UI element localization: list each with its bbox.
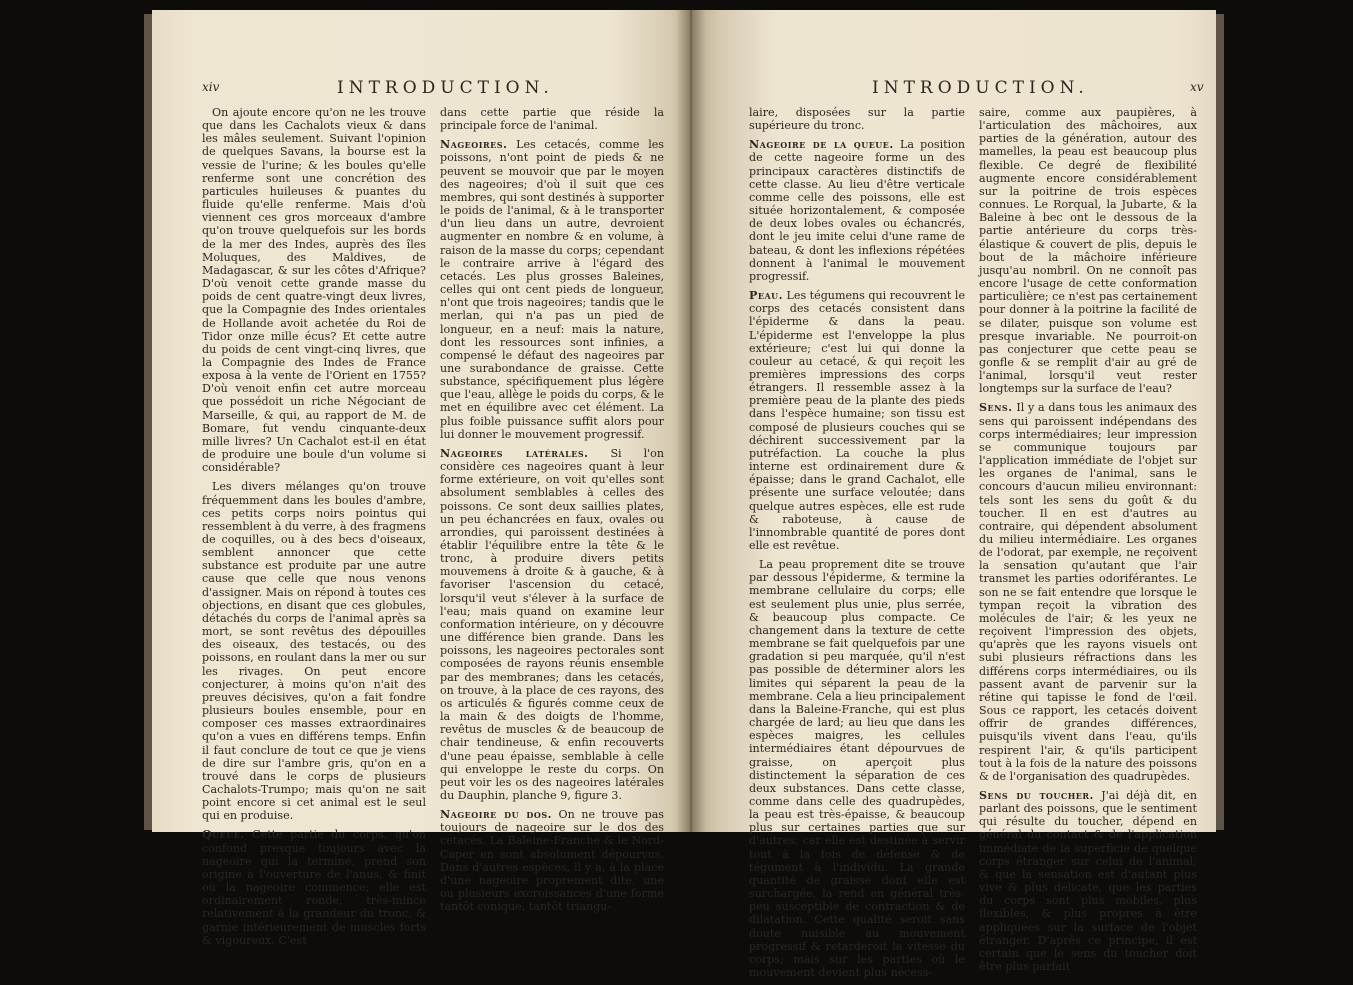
section-text: Si l'on considère ces nageoires quant à leur forme extérieure, on voit qu'elles sont absolument semblables à celles des poissons. Ce sont deux saillies plates, un peu échancrées en faux, ovales ou arrondies, qui paroissent destinées à établir l'équilibre entre la tête & le tronc, à produire divers petits mouvemens à droite & à gauche, & à favoriser l'ascension du cetacé, lorsqu'il veut s'élever à la surface de l'eau; mais quand on examine leur conformation intérieure, on y découvre une différence bien grande. Dans les poissons, les nageoires pectorales sont composées de rayons réunis ensemble par des membranes; dans les cetacés, on trouve, à la place de ces rayons, des os articulés & figurés comme ceux de la main & des doigts de l'homme, revêtus de muscles & de beaucoup de chair tendineuse, & enfin recouverts d'une peau épaisse, semblable à celle qui enveloppe le reste du corps. On peut voir les os des nageoires latérales du Dauphin, planche 9, figure 3.	[440, 446, 664, 802]
left-column-1	[202, 106, 426, 953]
left-page-edge	[144, 14, 152, 830]
section-heading: Queue.	[202, 828, 245, 842]
section-queue	[202, 828, 426, 946]
section-text: Il y a dans tous les animaux des sens qui paroissent indépendans des corps intermédiaires; leur impression se communique toujours par l'application immédiate de l'objet sur les organes de l'animal, sans le concours d'aucun milieu environnant: tels sont les sens du goût & du toucher. Il en est d'autres au contraire, qui dépendent absolument du milieu intermédiaire. Les organes de l'odorat, par exemple, ne reçoivent la sensation qu'autant que l'air transmet les parties odoriférantes. Le son ne se fait entendre que lorsque le tympan reçoit la vibration des molécules de l'air; & les yeux ne reçoivent l'impression des objets, qu'après que les rayons visuels ont subi plusieurs réfractions dans les différens corps intermédiaires, ou ils passent avant de parvenir sur la rétine qui tapisse le fond de l'œil. Sous ce rapport, les cetacés doivent offrir de grandes différences, puisqu'ils vivent dans l'eau, qu'ils respirent l'air, & qu'ils participent tout à la fois de la nature des poissons & de l'organisation des quadrupèdes.	[979, 401, 1197, 783]
section-heading: Sens.	[979, 401, 1013, 415]
section-sens	[979, 401, 1197, 783]
section-heading: Nageoire du dos.	[440, 808, 552, 822]
left-header	[152, 78, 692, 102]
section-nageoire-du-dos	[440, 808, 664, 913]
section-text: La position de cette nageoire forme un des principaux caractères distinctifs de cette classe. Au lieu d'être verticale comme celle des poissons, elle est située horizontalement, & composée de deux lobes ovales ou échancrés, dont le jeu imite celui d'une rame de bateau, & dont les inflexions répétées donnent à l'animal le mouvement progressif.	[749, 138, 965, 283]
section-text: Les tégumens qui recouvrent le corps des cetacés consistent dans l'épiderme & dans la peau. L'épiderme est l'enveloppe la plus extérieure; c'est lui qui donne la couleur au cetacé, & qui reçoit les premières impressions des corps étrangers. Il ressemble assez à la première peau de la plante des pieds dans l'espèce humaine; son tissu est composé de plusieurs couches qui se déchirent successivement par la putréfaction. La couche la plus interne est ordinairement dure & épaisse; dans le grand Cachalot, elle présente une surface veloutée; dans quelque autres espèces, elle est rude & raboteuse, à cause de l'innombrable quantité de pores dont elle est revêtue.	[749, 289, 966, 552]
page-number: xiv	[202, 80, 220, 94]
left-page	[152, 10, 692, 947]
section-heading: Nageoires latérales.	[440, 446, 589, 460]
page-number: xv	[1190, 80, 1204, 94]
section-heading: Nageoire de la queue.	[749, 138, 894, 152]
section-heading: Peau.	[749, 289, 783, 303]
paragraph: La peau proprement dite se trouve par dessous l'épiderme, & termine la membrane cellulaire du corps; elle est seulement plus unie, plus serrée, & beaucoup plus compacte. Ce changement dans la texture de cette membrane se fait quelquefois par une gradation si peu marquée, qu'il n'est pas possible de déterminer alors les limites qui séparent la peau de la membrane. Cela a lieu principalement dans la Baleine-Franche, qui est plus chargée de lard; au lieu que dans les espèces maigres, les cellules intermédiaires étant dépourvues de graisse, on aperçoit plus distinctement la séparation de ces deux substances. Dans cette classe, comme dans celle des quadrupèdes, la peau est très-épaisse, & beaucoup plus sur certaines parties que sur d'autres; car elle est destinée à servir tout à la fois de défense & de tégument à l'individu. La grande quantité de graisse dont elle est surchargée, la rend en général très-peu susceptible de contraction & de dilatation. Cette qualité seroit sans doute nuisible au mouvement progressif & retarderoit la vitesse du corps; mais sur les parties où le mouvement devient plus nécess-	[749, 558, 965, 979]
section-text: Les cetacés, comme les poissons, n'ont point de pieds & ne peuvent se mouvoir que par le moyen des nageoires; d'où il suit que ces membres, qui sont destinés à supporter le poids de l'animal, & à le transporter d'un lieu dans un autre, devroient augmenter en nombre & en volume, à raison de la masse du corps; cependant le contraire arrive à l'égard des cetacés. Les plus grosses Baleines, celles qui ont cent pieds de longueur, n'ont que trois nageoires; tandis que le merlan, qui n'a pas un pied de longueur, en a neuf: mais la nature, dont les ressources sont infinies, a compensé le défaut des nageoires par une surabondance de graisse. Cette substance, spécifiquement plus légère que l'eau, allège le poids du corps, & le met en équilibre avec cet élément. La plus foible puissance suffit alors pour lui donner le mouvement progressif.	[440, 138, 665, 441]
right-column-2	[979, 106, 1197, 979]
book-gutter	[676, 10, 706, 832]
right-page-edge	[1216, 14, 1224, 830]
section-text: Cette partie du corps, qu'on confond presque toujours avec la nageoire qui la termine, prend son origine à l'ouverture de l'anus, & finit où la nageoire commence; elle est ordinairement ronde, très-mince relativement à la grandeur du tronc, & garnie intérieurement de muscles forts & vigoureux. C'est	[202, 828, 426, 947]
paragraph: dans cette partie que réside la principale force de l'animal.	[440, 106, 664, 133]
running-title: INTRODUCTION.	[872, 78, 1089, 98]
running-title: INTRODUCTION.	[337, 78, 554, 98]
section-nageoires-laterales	[440, 447, 664, 802]
section-nageoires	[440, 138, 664, 441]
paragraph: laire, disposées sur la partie supérieure du tronc.	[749, 106, 965, 133]
paragraph: Les divers mélanges qu'on trouve fréquemment dans les boules d'ambre, ces petits corps noirs pointus qui ressemblent à du verre, à des fragmens de coquilles, ou à des becs d'oiseaux, semblent annoncer que cette substance est produite par une autre cause que celle que nous venons d'assigner. Mais on répond à toutes ces objections, en disant que ces globules, détachés du corps de l'animal après sa mort, se sont revêtus des dépouilles des oiseaux, des testacés, ou des poissons, en roulant dans la mer ou sur les rivages. On peut encore conjecturer, à moins qu'on n'ait des preuves décisives, qu'on a fait fondre plusieurs boules ensemble, pour en composer ces masses extraordinaires qu'on a vues en différens temps. Enfin il faut conclure de tout ce que je viens de dire sur l'ambre gris, qu'on en a trouvé dans le corps de plusieurs Cachalots-Trumpo; mais qu'on ne sait point encore si cet animal est le seul qui en produise.	[202, 480, 426, 823]
section-sens-du-toucher	[979, 789, 1197, 973]
paragraph: saire, comme aux paupières, à l'articulation des mâchoires, aux parties de la génération, autour des mamelles, la peau est beaucoup plus flexible. Ce degré de flexibilité augmente encore considérablement sur la poitrine de trois espèces connues. Le Rorqual, la Jubarte, & la Baleine à bec ont le dessous de la partie antérieure du corps très-élastique & couvert de plis, depuis le bout de la mâchoire inférieure jusqu'au nombril. On ne connoît pas encore l'usage de cette conformation particulière; ce n'est pas certainement pour donner à la poitrine la facilité de se dilater, puisque son volume est presque invariable. Ne pourroit-on pas conjecturer que cette peau se gonfle & se remplit d'air au gré de l'animal, lorsqu'il veut rester longtemps sur la surface de l'eau?	[979, 106, 1197, 396]
right-page	[692, 10, 1216, 979]
right-header	[692, 78, 1216, 102]
section-text: J'ai déjà dit, en parlant des poissons, que le sentiment qui résulte du toucher, dépend en général du contact & de l'application immédiate de la superficie de quelque corps étranger sur celui de l'animal; & que la sensation est d'autant plus vive & plus délicate, que les parties du corps sont plus mobiles, plus flexibles, & plus propres à être appliquées sur la surface de l'objet étranger. D'après ce principe, il est certain que le sens du toucher doit être plus parfait	[979, 788, 1197, 973]
section-heading: Sens du toucher.	[979, 788, 1094, 802]
right-column-1	[749, 106, 965, 985]
left-column-2	[440, 106, 664, 919]
section-nageoire-de-la-queue	[749, 138, 965, 283]
section-text: On ne trouve pas toujours de nageoire sur le dos des cetacés. La Baleine-Franche & le Nord-Caper en sont absolument dépourvus. Dans d'autres espèces, il y a, à la place d'une nageoire proprement dite, une ou plusieurs excroissances d'une forme tantôt conique, tantôt triangu-	[440, 808, 664, 914]
section-heading: Nageoires.	[440, 138, 508, 152]
section-peau	[749, 289, 965, 552]
paragraph: On ajoute encore qu'on ne les trouve que dans les Cachalots vieux & dans les mâles seulement. Suivant l'opinion de quelques Savans, la bourse est la vessie de l'urine; & les boules qu'elle renferme sont une concrétion des particules huileuses & puantes du fluide qu'elle renferme. Mais d'où viennent ces gros morceaux d'ambre qu'on trouve quelquefois sur les bords de la mer des Indes, auprès des îles Moluques, des Maldives, de Madagascar, & sur les côtes d'Afrique? D'où venoit cette grande masse du poids de cent quatre-vingt deux livres, que la Compagnie des Indes orientales de Hollande avoit achetée du Roi de Tidor onze mille écus? Et cette autre du poids de cent vingt-cinq livres, que la Compagnie des Indes de France exposa à la vente de l'Orient en 1755? D'où venoit enfin cet autre morceau que possédoit un riche Négociant de Marseille, & qui, au rapport de M. de Bomare, fut vendu cinquante-deux mille livres? Un Cachalot est-il en état de produire une boule d'un volume si considérable?	[202, 106, 426, 475]
